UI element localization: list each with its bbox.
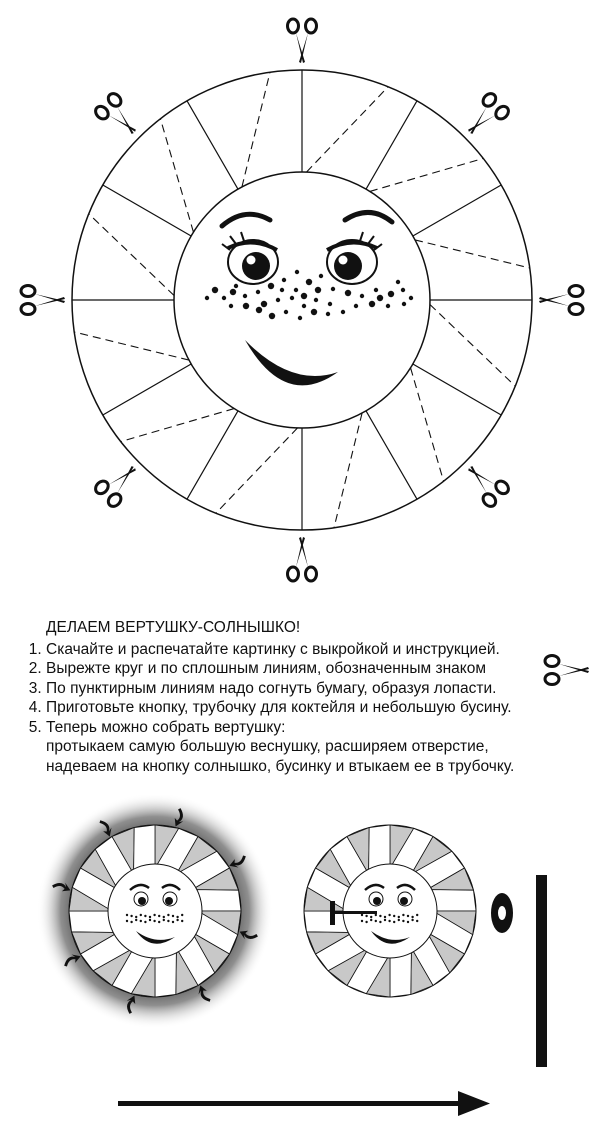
freckle [234,284,238,288]
blade [69,911,113,932]
blade [155,953,176,997]
blade [369,825,390,869]
freckle [140,920,142,922]
freckle [379,915,381,917]
blade [432,890,476,911]
freckle [354,304,358,308]
freckle [126,920,128,922]
step-5 [46,718,588,777]
step-5-detail-1: протыкаем самую большую веснушку, расширяем отверстие, [46,738,489,755]
freckle [369,301,375,307]
freckle [149,916,151,918]
scissors-icon [538,654,594,686]
freckle [407,915,409,917]
freckle [167,920,169,922]
freckle [411,916,413,918]
freckle [163,919,165,921]
freckle [222,296,226,300]
freckle [370,919,372,921]
freckle [409,296,413,300]
scissors-icon [93,457,145,509]
freckle [345,290,351,296]
freckle [402,302,406,306]
step-4: 4. Приготовьте кнопку, трубочку для коктейля и небольшую бусину. [46,698,588,718]
freckle [243,294,247,298]
scissors-icon [539,286,583,315]
freckle [298,316,302,320]
freckle [311,309,317,315]
freckle [370,916,372,918]
step-3: 3. По пунктирным линиям надо согнуть бумагу, образуя лопасти. [46,679,588,699]
scissors-icon [459,457,511,509]
assembly-illustration [0,795,600,1132]
freckle [396,280,400,284]
freckle [302,304,306,308]
freckle [276,298,280,302]
freckle [379,921,381,923]
freckle [326,312,330,316]
freckle [176,919,178,921]
scissors-icon [21,286,65,315]
freckle [149,919,151,921]
freckle [269,313,275,319]
step-5-detail-2: надеваем на кнопку солнышко, бусинку и втыкаем ее в трубочку. [46,757,515,775]
freckle [365,921,367,923]
freckle [230,289,236,295]
freckle [393,915,395,917]
freckle [268,283,274,289]
freckle [365,915,367,917]
freckle [181,920,183,922]
freckle [212,287,218,293]
freckle [181,914,183,916]
freckle [388,920,390,922]
assembled-pinwheel [304,825,476,997]
freckle [315,287,321,293]
blade [304,911,348,932]
freckle [384,919,386,921]
freckle [360,294,364,298]
freckle [280,288,284,292]
spinning-pinwheel [37,795,273,1029]
freckle [416,920,418,922]
blade [134,825,155,869]
freckle [384,916,386,918]
freckle [375,914,377,916]
freckle [172,921,174,923]
sun-face-circle [174,172,430,428]
freckle [172,915,174,917]
freckle [295,270,299,274]
freckle [126,914,128,916]
freckle [386,304,390,308]
freckle [140,914,142,916]
freckle [328,302,332,306]
freckle [256,307,262,313]
freckle [407,921,409,923]
instructions-title: ДЕЛАЕМ ВЕРТУШКУ-СОЛНЫШКО! [46,619,301,636]
freckle [261,301,267,307]
freckle [398,916,400,918]
freckle [144,915,146,917]
scissors-icon [93,91,145,143]
freckle [243,303,249,309]
step-5-text: Теперь можно собрать вертушку: [46,718,286,736]
freckle [284,310,288,314]
freckle [158,915,160,917]
freckle [401,288,405,292]
freckle [377,295,383,301]
freckle [290,296,294,300]
freckle [416,914,418,916]
freckle [282,278,286,282]
freckle [319,274,323,278]
freckle [256,290,260,294]
freckle [130,921,132,923]
freckle [130,915,132,917]
freckle [398,919,400,921]
scissors-icon [459,91,511,143]
blade [390,953,411,997]
freckle [361,920,363,922]
freckle [331,287,335,291]
freckle [158,921,160,923]
bead [491,893,513,933]
freckle [135,919,137,921]
freckle [135,916,137,918]
freckle [306,279,312,285]
step-1: 1. Скачайте и распечатайте картинку с выкройкой и инструкцией. [46,640,588,660]
freckle [393,921,395,923]
freckle [388,291,394,297]
freckle [163,916,165,918]
scissors-icon [288,537,317,581]
freckle [402,920,404,922]
freckle [375,920,377,922]
freckle [411,919,413,921]
freckle [388,914,390,916]
freckle [229,304,233,308]
freckle [402,914,404,916]
freckle [314,298,318,302]
instructions [28,618,588,776]
scissors-icon [288,19,317,63]
freckle [144,921,146,923]
freckle [167,914,169,916]
freckle [294,288,298,292]
arrow-right-icon [118,1091,490,1116]
freckle [301,293,307,299]
freckle [361,914,363,916]
step-2: 2. Вырежте круг и по сплошным линиям, обозначенным знаком [46,659,588,679]
freckle [153,920,155,922]
drinking-straw [536,875,547,1067]
freckle [176,916,178,918]
freckle [374,288,378,292]
steps-list [28,640,588,777]
freckle [153,914,155,916]
freckle [341,310,345,314]
blade [197,890,241,911]
freckle [205,296,209,300]
